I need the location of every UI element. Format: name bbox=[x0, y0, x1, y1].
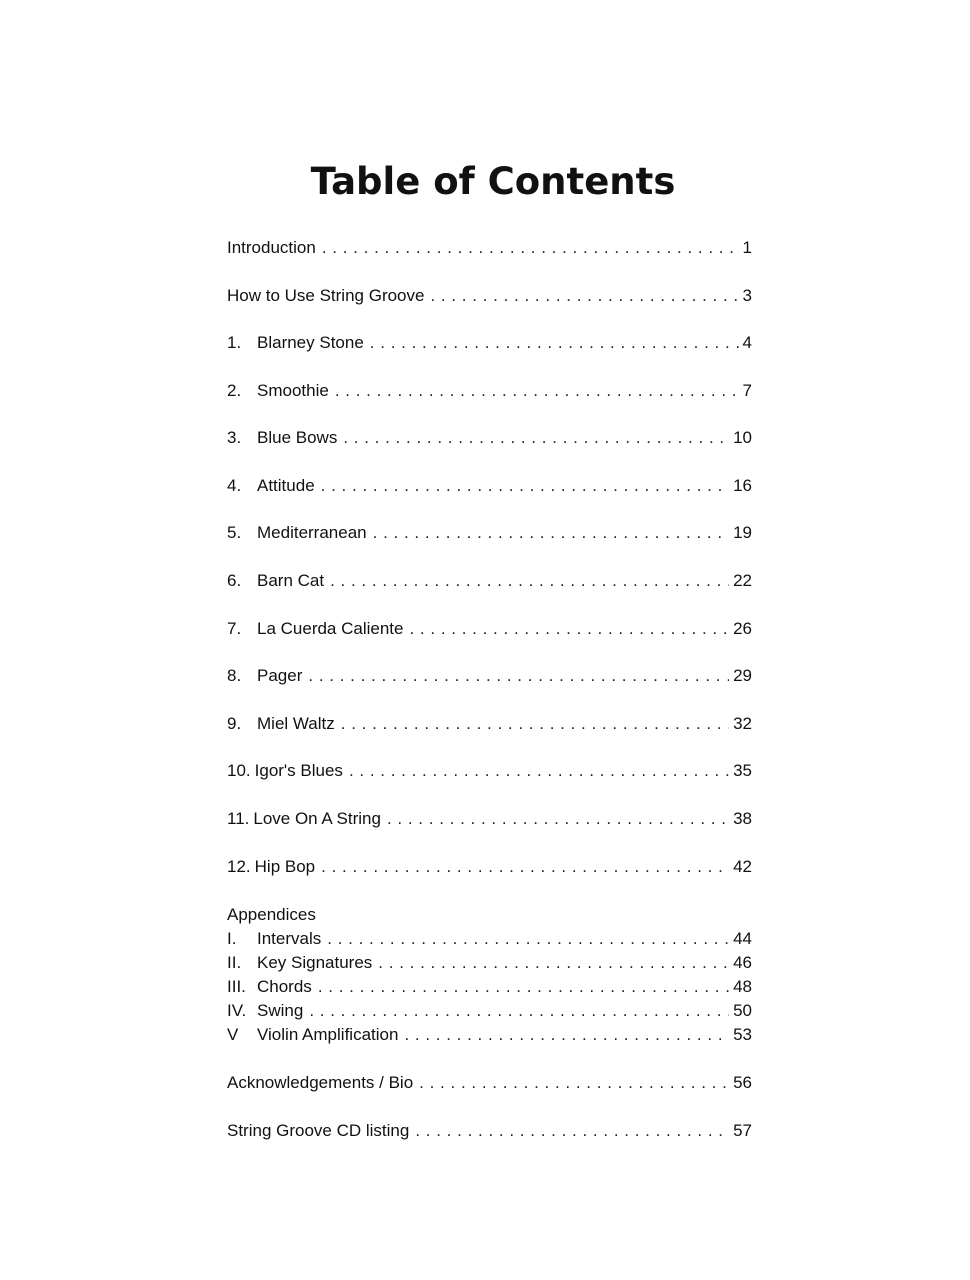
dot-leader bbox=[330, 569, 729, 593]
appendix-entry-page: 46 bbox=[733, 953, 752, 972]
appendix-entry-1 bbox=[227, 927, 752, 951]
appendix-entry-4 bbox=[227, 999, 752, 1023]
toc-entry-label: Miel Waltz bbox=[257, 714, 335, 733]
toc-entry-9 bbox=[227, 712, 752, 736]
toc-entry-number: 12. bbox=[227, 857, 251, 876]
toc-entry-page: 16 bbox=[733, 476, 752, 495]
toc-entry-number: 6. bbox=[227, 571, 242, 590]
appendix-entry-5 bbox=[227, 1023, 752, 1047]
appendix-entry-label: Violin Amplification bbox=[257, 1025, 399, 1044]
appendix-entry-page: 53 bbox=[733, 1025, 752, 1044]
toc-entry-8 bbox=[227, 664, 752, 688]
toc-entry-page: 42 bbox=[733, 857, 752, 876]
toc-entry-cd-listing bbox=[227, 1119, 752, 1143]
appendix-entry-3 bbox=[227, 975, 752, 999]
toc-entry-10 bbox=[227, 759, 752, 783]
toc-entry-2 bbox=[227, 379, 752, 403]
appendix-entry-2 bbox=[227, 951, 752, 975]
toc-entry-page: 29 bbox=[733, 666, 752, 685]
toc-entry-page: 22 bbox=[733, 571, 752, 590]
dot-leader bbox=[335, 379, 739, 403]
toc-entry-number: 8. bbox=[227, 666, 242, 685]
dot-leader bbox=[404, 1023, 729, 1047]
toc-entry-acknowledgements bbox=[227, 1071, 752, 1095]
toc-entry-label: Introduction bbox=[227, 238, 316, 257]
toc-entry-number: 1. bbox=[227, 333, 242, 352]
toc-entry-page: 4 bbox=[742, 333, 752, 352]
toc-entry-3 bbox=[227, 426, 752, 450]
dot-leader bbox=[409, 617, 729, 641]
appendix-entry-number: V bbox=[227, 1025, 239, 1044]
appendix-entry-number: I. bbox=[227, 929, 237, 948]
toc-entry-5 bbox=[227, 521, 752, 545]
dot-leader bbox=[370, 331, 739, 355]
appendix-entry-page: 48 bbox=[733, 977, 752, 996]
toc-entry-number: 3. bbox=[227, 428, 242, 447]
appendix-entry-label: Swing bbox=[257, 1001, 304, 1020]
toc-entry-label: Igor's Blues bbox=[254, 761, 343, 780]
toc-entry-page: 3 bbox=[742, 286, 752, 305]
toc-entry-page: 56 bbox=[733, 1073, 752, 1092]
toc-entry-label: String Groove CD listing bbox=[227, 1121, 410, 1140]
toc-entry-label: Blarney Stone bbox=[257, 333, 364, 352]
dot-leader bbox=[309, 999, 729, 1023]
appendix-entry-label: Chords bbox=[257, 977, 312, 996]
toc-entry-introduction bbox=[227, 236, 752, 260]
toc-entry-label: Mediterranean bbox=[257, 523, 367, 542]
toc-entry-label: Attitude bbox=[257, 476, 315, 495]
dot-leader bbox=[419, 1071, 729, 1095]
toc-entry-number: 2. bbox=[227, 381, 242, 400]
appendix-entry-number: IV. bbox=[227, 1001, 247, 1020]
toc-entry-how-to-use bbox=[227, 284, 752, 308]
dot-leader bbox=[378, 951, 729, 975]
appendix-entry-label: Intervals bbox=[257, 929, 322, 948]
dot-leader bbox=[373, 521, 729, 545]
dot-leader bbox=[343, 426, 729, 450]
toc-entry-7 bbox=[227, 617, 752, 641]
dot-leader bbox=[318, 975, 729, 999]
appendices-heading: Appendices bbox=[227, 905, 316, 924]
toc-entry-page: 1 bbox=[742, 238, 752, 257]
page-title: Table of Contents bbox=[310, 160, 676, 203]
toc-entry-page: 32 bbox=[733, 714, 752, 733]
toc-entry-label: La Cuerda Caliente bbox=[257, 619, 404, 638]
toc-entry-page: 19 bbox=[733, 523, 752, 542]
appendix-entry-number: II. bbox=[227, 953, 242, 972]
dot-leader bbox=[321, 474, 729, 498]
appendix-entry-number: III. bbox=[227, 977, 246, 996]
toc-entry-page: 7 bbox=[742, 381, 752, 400]
toc-entry-number: 11. bbox=[227, 809, 250, 828]
toc-entry-number: 5. bbox=[227, 523, 242, 542]
toc-entry-11 bbox=[227, 807, 752, 831]
toc-entry-label: Pager bbox=[257, 666, 303, 685]
toc-entry-number: 9. bbox=[227, 714, 242, 733]
toc-entry-12 bbox=[227, 855, 752, 879]
toc-entry-label: Acknowledgements / Bio bbox=[227, 1073, 414, 1092]
dot-leader bbox=[387, 807, 729, 831]
toc-entry-page: 35 bbox=[733, 761, 752, 780]
toc-entry-1 bbox=[227, 331, 752, 355]
toc-entry-number: 10. bbox=[227, 761, 251, 780]
dot-leader bbox=[415, 1119, 729, 1143]
toc-entry-6 bbox=[227, 569, 752, 593]
dot-leader bbox=[321, 855, 729, 879]
dot-leader bbox=[349, 759, 729, 783]
toc-entry-label: Blue Bows bbox=[257, 428, 338, 447]
toc-entry-4 bbox=[227, 474, 752, 498]
dot-leader bbox=[327, 927, 729, 951]
toc-entry-number: 4. bbox=[227, 476, 242, 495]
dot-leader bbox=[308, 664, 729, 688]
toc-entry-page: 10 bbox=[733, 428, 752, 447]
appendix-entry-page: 44 bbox=[733, 929, 752, 948]
toc-entry-number: 7. bbox=[227, 619, 242, 638]
toc-entry-label: Smoothie bbox=[257, 381, 329, 400]
dot-leader bbox=[322, 236, 739, 260]
appendix-entry-page: 50 bbox=[733, 1001, 752, 1020]
toc-entry-label: Love On A String bbox=[253, 809, 381, 828]
appendix-entry-label: Key Signatures bbox=[257, 953, 373, 972]
toc-entry-page: 26 bbox=[733, 619, 752, 638]
toc-entry-label: Hip Bop bbox=[254, 857, 316, 876]
dot-leader bbox=[430, 284, 738, 308]
dot-leader bbox=[341, 712, 729, 736]
toc-entry-label: Barn Cat bbox=[257, 571, 325, 590]
toc-entry-page: 57 bbox=[733, 1121, 752, 1140]
toc-entry-page: 38 bbox=[733, 809, 752, 828]
toc-entry-label: How to Use String Groove bbox=[227, 286, 425, 305]
